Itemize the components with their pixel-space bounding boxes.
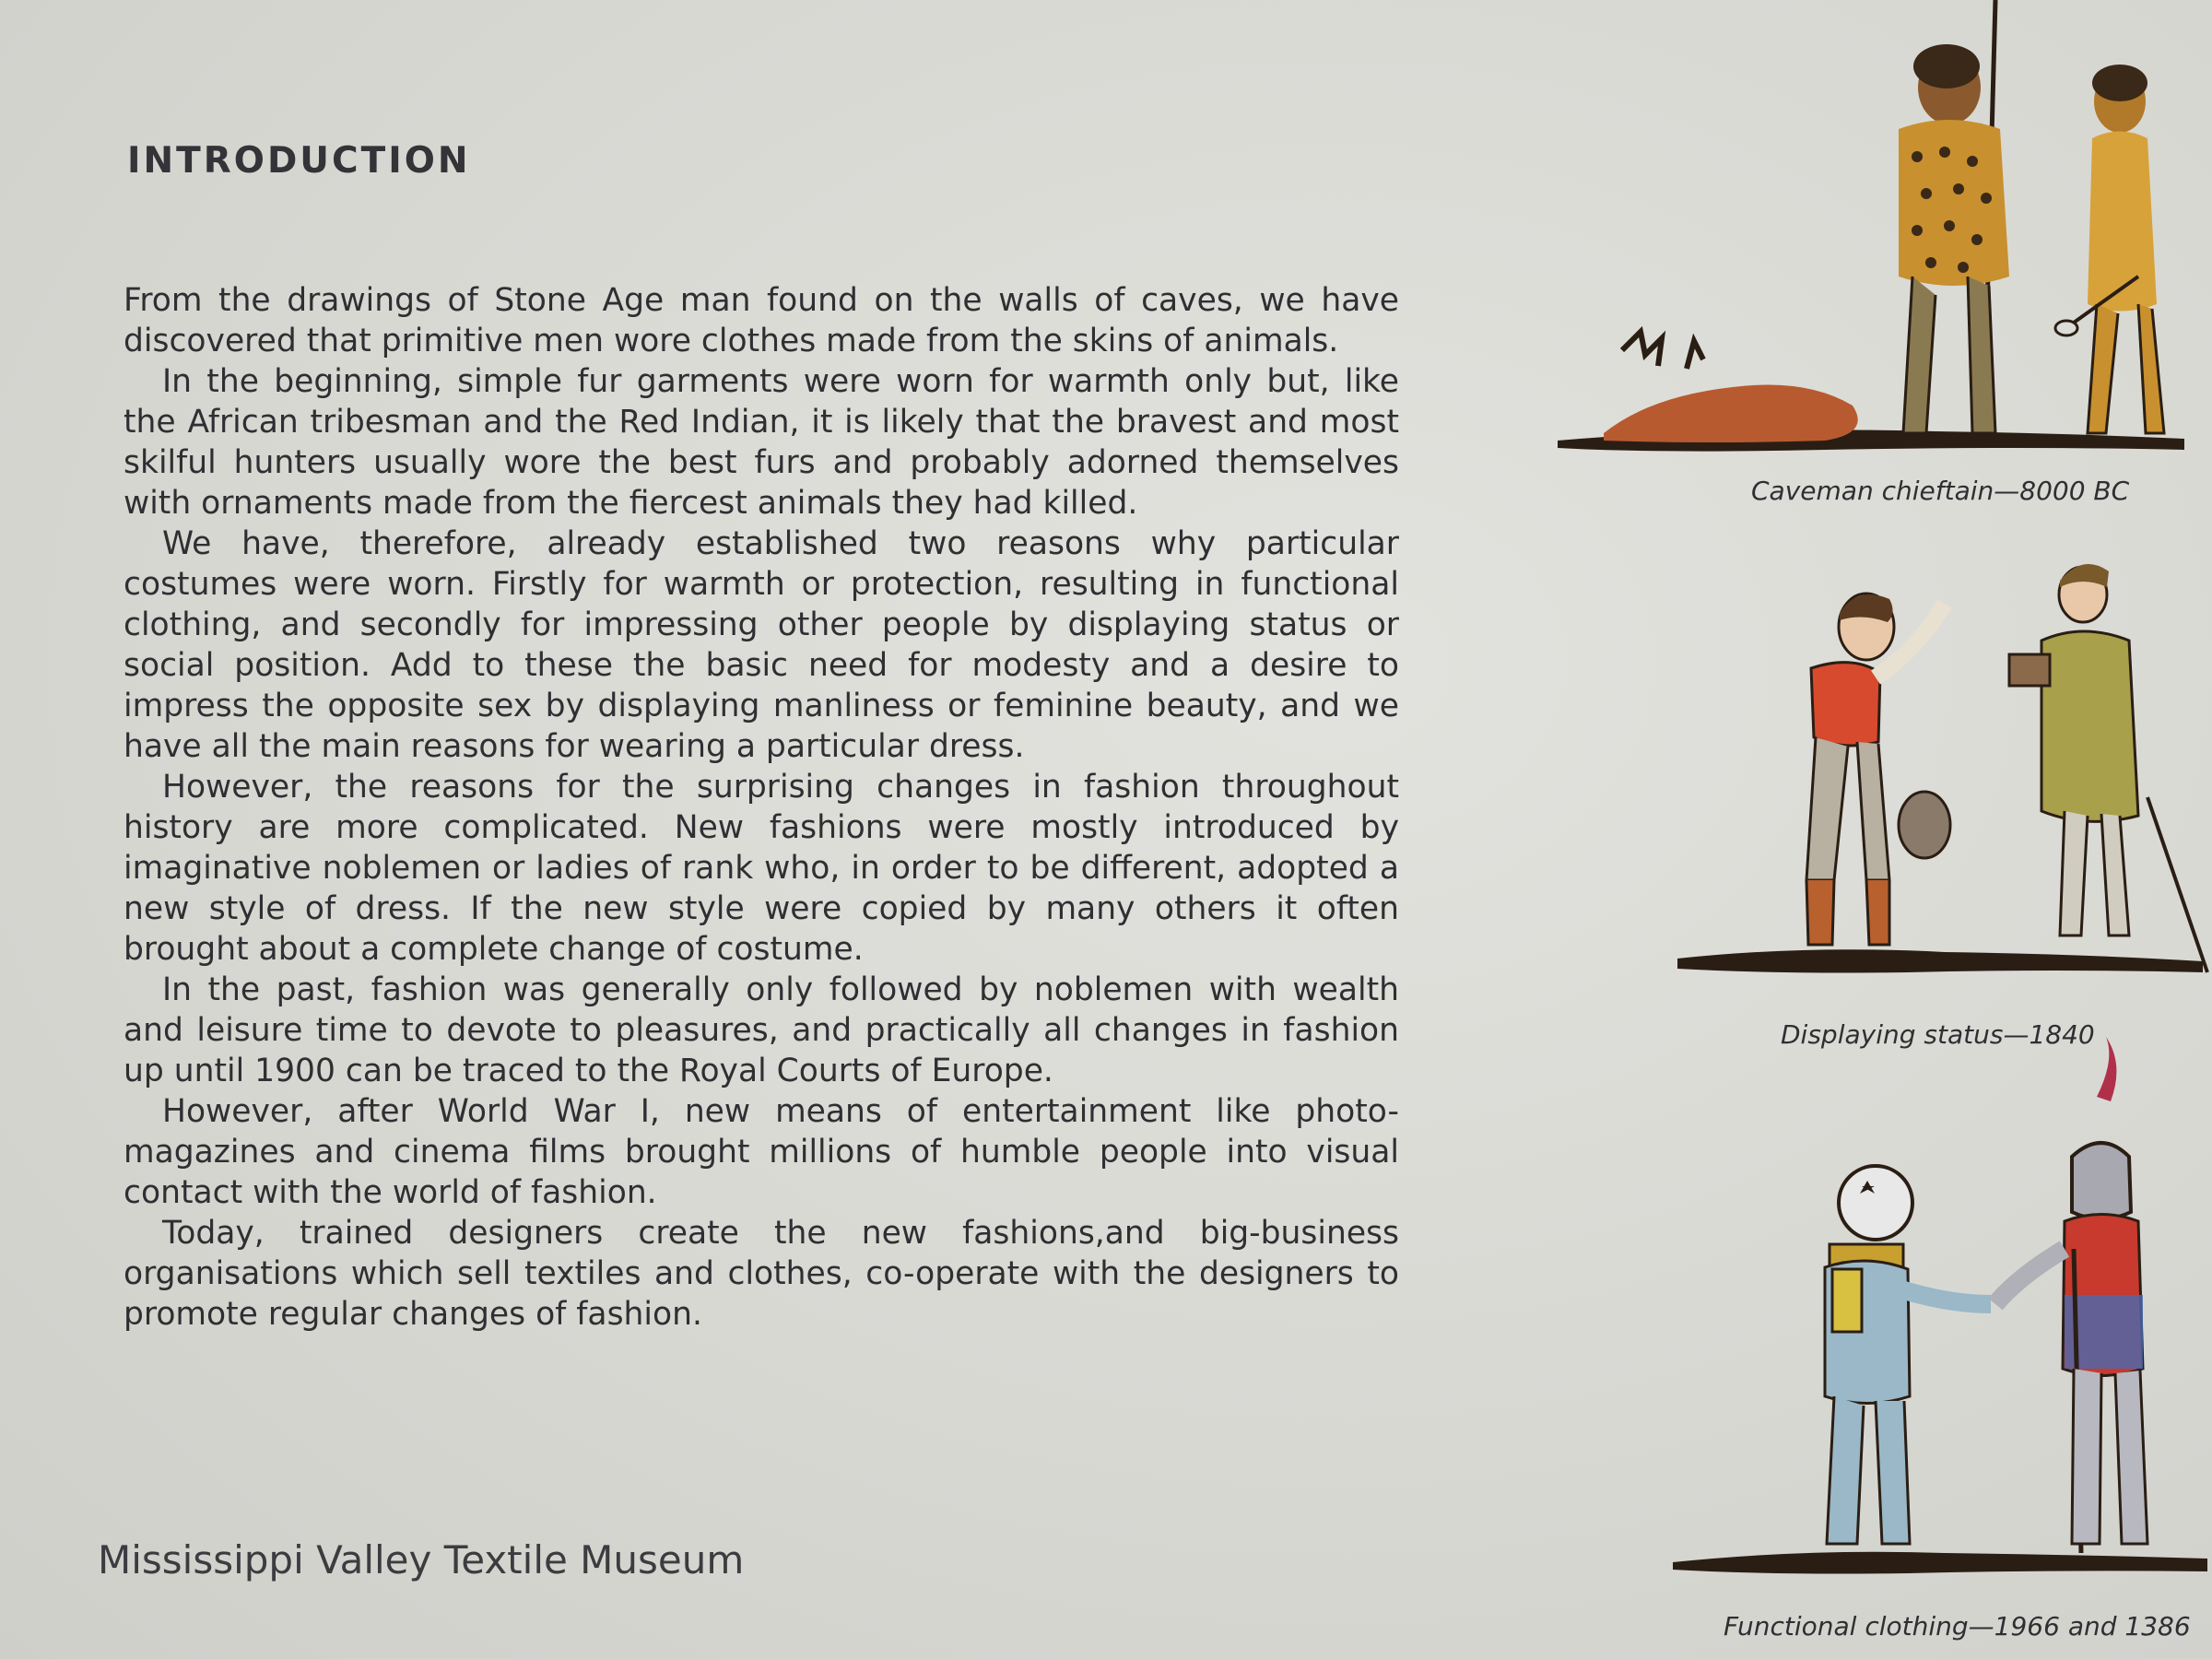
status-illustration [1668,548,2212,1000]
paragraph-1: From the drawings of Stone Age man found on the walls of caves, we have discovered that primitive men wore clothes made from the skins of animals. [124,282,1399,359]
page-heading: INTRODUCTION [127,140,471,182]
cavemen-illustration [1548,0,2194,470]
paragraph-6: However, after World War I, new means of entertainment like photo-magazines and cinema films brought millions of humble people into visual contact with the world of fashion. [124,1093,1399,1211]
caption-status: Displaying status—1840 [1781,1019,2095,1050]
paragraph-7: Today, trained designers create the new fashions,and big-business organisations which sell textiles and clothes, co-operate with the designers to promote regular changes of fashion. [124,1215,1399,1333]
caption-functional: Functional clothing—1966 and 1386 [1724,1611,2191,1641]
paragraph-3: We have, therefore, already established two reasons why particular costumes were worn. Firstly for warmth or protection, resulting in functional clothing, and secondly for impressing other people by displaying status or social position. Add to these the basic need for modesty and a desire to impress the opposite sex by displaying manliness or feminine beauty, and we have all the main reasons for wearing a particular dress. [124,525,1399,765]
paragraph-4: However, the reasons for the surprising changes in fashion throughout history are more complicated. New fashions were mostly introduced by imaginative noblemen or ladies of rank who, in order to be different, adopted a new style of dress. If the new style were copied by many others it often brought about a complete change of costume. [124,769,1399,968]
functional-clothing-illustration [1668,1028,2212,1590]
paragraph-5: In the past, fashion was generally only followed by noblemen with wealth and leisure time to devote to pleasures, and practically all changes in fashion up until 1900 can be traced to the Royal Courts of Europe. [124,971,1399,1089]
caption-cavemen: Caveman chieftain—8000 BC [1751,476,2130,506]
body-text [124,280,1399,1335]
paragraph-2: In the beginning, simple fur garments were worn for warmth only but, like the African tribesman and the Red Indian, it is likely that the bravest and most skilful hunters usually wore the best furs and probably adorned themselves with ornaments made from the fiercest animals they had killed. [124,363,1399,522]
museum-watermark: Mississippi Valley Textile Museum [98,1537,745,1583]
